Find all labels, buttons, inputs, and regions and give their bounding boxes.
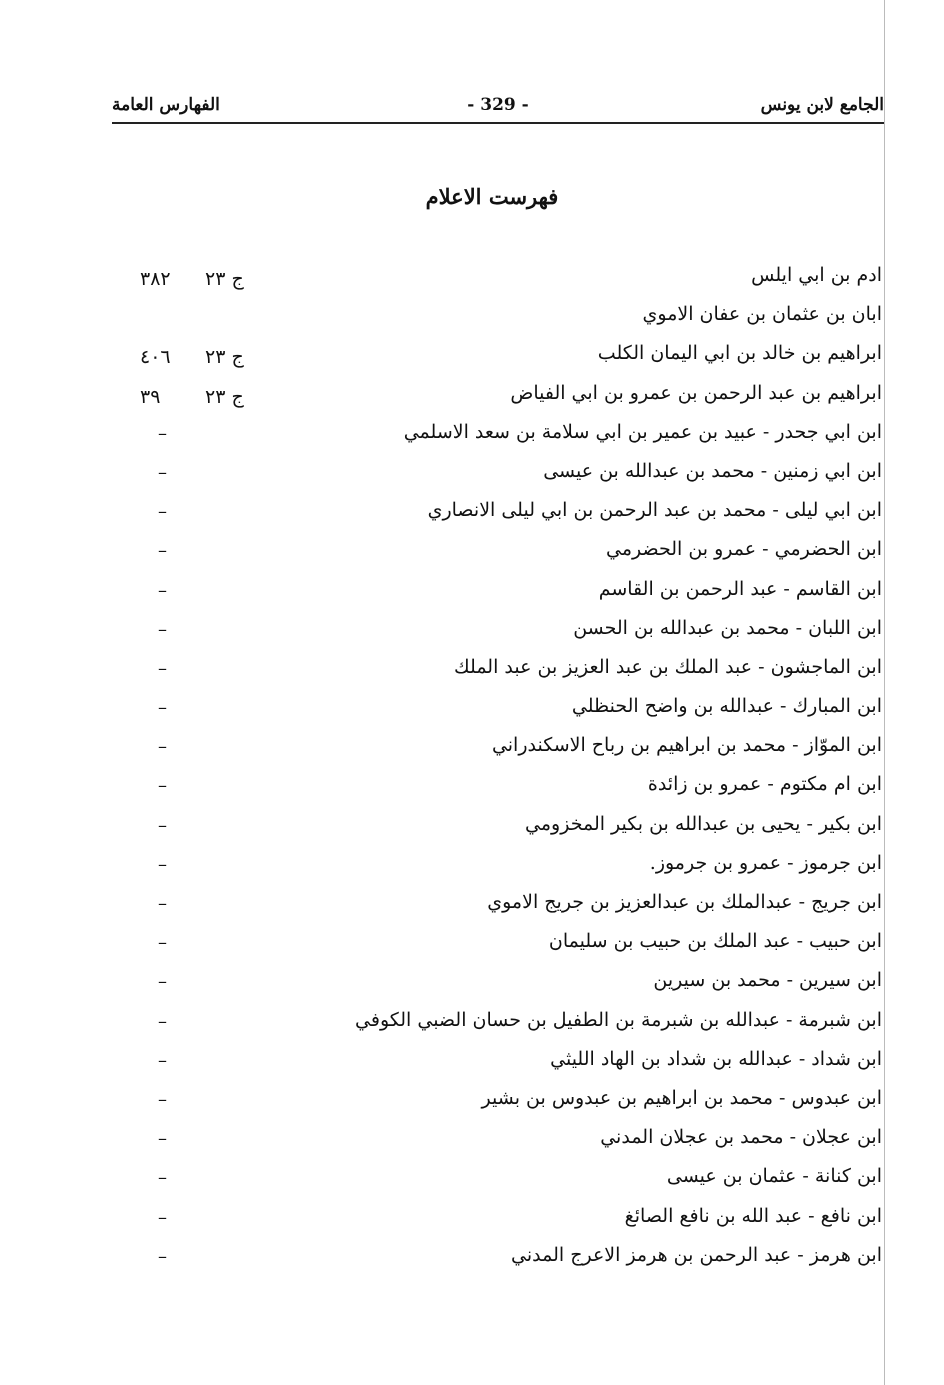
entry-name: ابن ابي زمنين - محمد بن عبدالله بن عيسى [543,459,882,482]
index-entry [0,534,944,573]
page-header [112,93,884,121]
entry-no-reference-dash: – [158,422,167,444]
entry-name: ابراهيم بن عبد الرحمن بن عمرو بن ابي الفياض [510,381,882,404]
entry-name: ابن سيرين - محمد بن سيرين [653,969,882,992]
index-title: فهرست الاعلام [425,184,559,209]
entry-name: ابن الماجشون - عبد الملك بن عبد العزيز بن عبد الملك [454,655,882,678]
index-entry [0,1240,944,1279]
entry-no-reference-dash: – [158,657,167,679]
header-page-number: - 329 - [467,95,529,115]
entry-name: ابان بن عثمان بن عفان الاموي [642,303,882,326]
entry-no-reference-dash: – [158,461,167,483]
index-entry [0,495,944,534]
index-entry [0,769,944,808]
entry-no-reference-dash: – [158,893,167,914]
index-entry [0,848,944,887]
entry-name: ادم بن ابي ايلس [751,264,882,286]
header-section-title: الفهارس العامة [112,95,220,115]
entry-name: ابن جريج - عبدالملك بن عبدالعزيز بن جريج الاموي [487,891,882,913]
index-entry [0,926,944,965]
entry-no-reference-dash: – [158,1245,167,1267]
index-entry [0,417,944,456]
entry-name: ابن هرمز - عبد الرحمن بن هرمز الاعرج المدني [511,1243,882,1266]
entry-name: ابن شداد - عبدالله بن شداد بن الهاد الليثي [550,1047,882,1070]
entry-no-reference-dash: – [158,853,167,875]
index-entry-list [0,260,944,1279]
index-entry [0,965,944,1004]
entry-no-reference-dash: – [158,1167,167,1189]
entry-page: ٣٩ [140,385,161,408]
entry-volume: ج ٢٣ [205,346,244,369]
index-entry [0,456,944,495]
entry-no-reference-dash: – [158,814,167,836]
index-entry [0,691,944,730]
header-book-title: الجامع لابن يونس [760,95,884,115]
entry-page: ٤٠٦ [140,346,171,369]
entry-page: ٣٨٢ [140,268,171,290]
entry-no-reference-dash: – [158,697,167,719]
entry-no-reference-dash: – [158,971,167,993]
entry-name: ابن نافع - عبد الله بن نافع الصائغ [624,1204,882,1227]
entry-no-reference-dash: – [158,1128,167,1150]
entry-name: ابن عبدوس - محمد بن ابراهيم بن عبدوس بن بشير [481,1086,882,1109]
entry-no-reference-dash: – [158,775,167,797]
entry-name: ابن اللبان - محمد بن عبدالله بن الحسن [573,616,882,639]
entry-name: ابن بكير - يحيى بن عبدالله بن بكير المخزومي [525,812,882,835]
entry-no-reference-dash: – [158,540,167,562]
entry-name: ابن الحضرمي - عمرو بن الحضرمي [606,538,882,561]
index-entry [0,260,944,299]
index-entry [0,1122,944,1161]
index-entry [0,809,944,848]
entry-no-reference-dash: – [158,1049,167,1071]
entry-no-reference-dash: – [158,1088,167,1110]
index-entry [0,574,944,613]
entry-name: ابن الموّاز - محمد بن ابراهيم بن رباح الاسكندراني [491,734,882,757]
index-entry [0,613,944,652]
index-entry [0,1083,944,1122]
entry-name: ابن حبيب - عبد الملك بن حبيب بن سليمان [548,930,882,953]
entry-name: ابن كنانة - عثمان بن عيسى [666,1165,882,1188]
entry-no-reference-dash: – [158,1010,167,1032]
entry-name: ابن القاسم - عبد الرحمن بن القاسم [598,577,882,600]
entry-name: ابن عجلان - محمد بن عجلان المدني [600,1126,882,1149]
entry-no-reference-dash: – [158,579,167,601]
entry-name: ابن ابي ليلى - محمد بن عبد الرحمن بن ابي ليلى الانصاري [427,499,882,522]
entry-name: ابن المبارك - عبدالله بن واضح الحنظلي [571,695,882,718]
entry-name: ابراهيم بن خالد بن ابي اليمان الكلب [597,342,882,365]
index-entry [0,1005,944,1044]
entry-name: ابن ابي جحدر - عبيد بن عمير بن ابي سلامة بن سعد الاسلمي [403,420,882,443]
index-entry [0,1044,944,1083]
entry-no-reference-dash: – [158,736,167,758]
index-entry [0,1161,944,1200]
entry-volume: ج ٢٣ [205,268,244,290]
index-entry [0,338,944,377]
header-rule [112,122,884,124]
entry-no-reference-dash: – [158,932,167,954]
entry-name: ابن ام مكتوم - عمرو بن زائدة [647,773,882,796]
index-entry [0,730,944,769]
entry-no-reference-dash: – [158,1206,167,1228]
entry-no-reference-dash: – [158,501,167,523]
entry-no-reference-dash: – [158,618,167,640]
index-entry [0,652,944,691]
index-entry [0,887,944,926]
index-entry [0,1201,944,1240]
entry-name: ابن شبرمة - عبدالله بن شبرمة بن الطفيل بن حسان الضبي الكوفي [355,1008,882,1031]
index-entry [0,299,944,338]
entry-volume: ج ٢٣ [205,385,244,408]
entry-name: ابن جرموز - عمرو بن جرموز. [649,851,882,874]
index-entry [0,378,944,417]
